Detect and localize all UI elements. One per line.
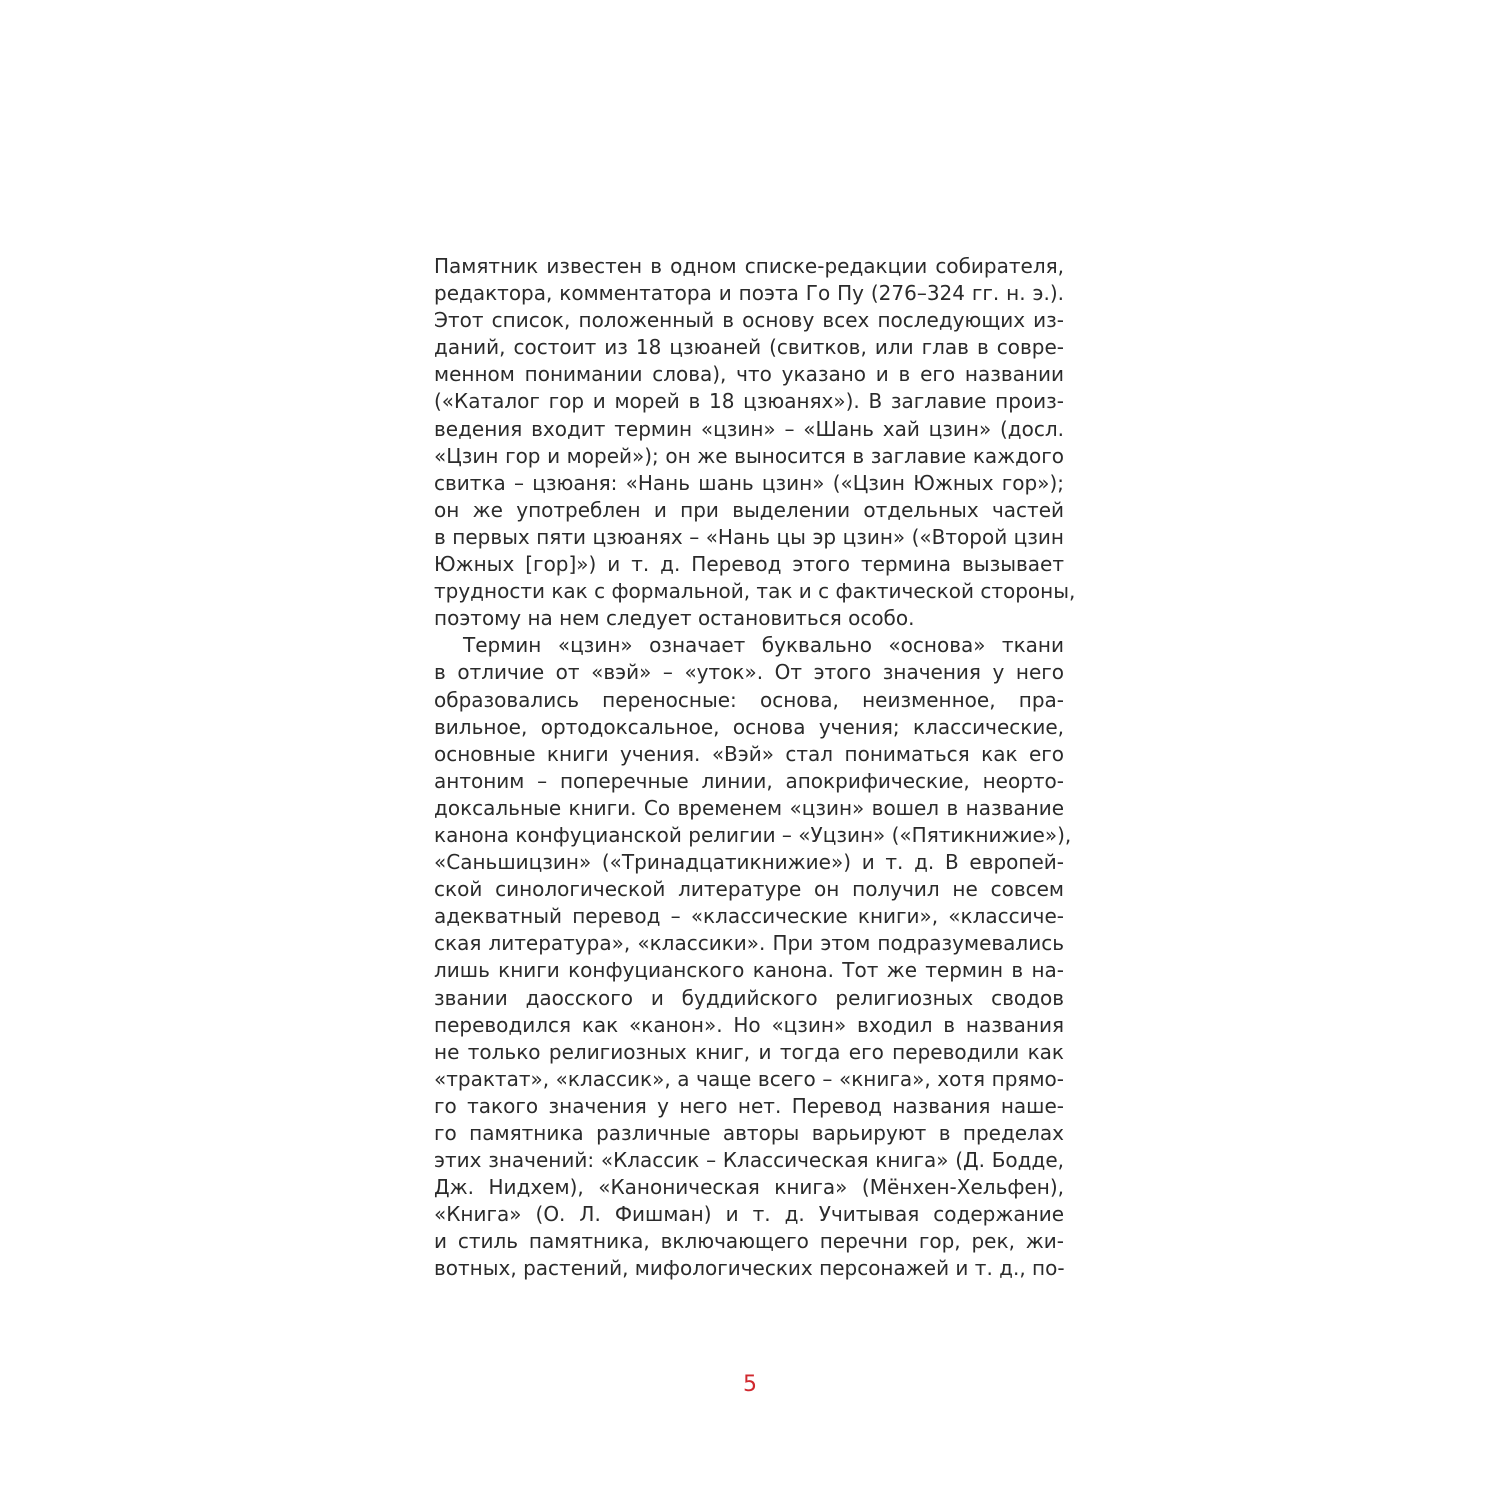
text-line: адекватный перевод – «классические книги», «классиче- bbox=[434, 904, 1064, 929]
text-line: свитка – цзюаня: «Нань шань цзин» («Цзин Южных гор»); bbox=[434, 470, 1064, 495]
text-line: вильное, ортодоксальное, основа учения; классические, bbox=[434, 714, 1064, 739]
text-line: го такого значения у него нет. Перевод названия наше- bbox=[434, 1093, 1064, 1118]
text-line: канона конфуцианской религии – «Уцзин» («Пятикнижие»), bbox=[434, 822, 1072, 847]
text-line: переводился как «канон». Но «цзин» входил в названия bbox=[434, 1012, 1064, 1037]
text-line: доксальные книги. Со временем «цзин» вошел в название bbox=[434, 795, 1064, 820]
text-line: он же употреблен и при выделении отдельных частей bbox=[434, 497, 1064, 522]
body-text bbox=[434, 253, 1076, 1283]
text-line: образовались переносные: основа, неизменное, пра- bbox=[434, 687, 1064, 712]
text-line: «Книга» (О. Л. Фишман) и т. д. Учитывая содержание bbox=[434, 1202, 1064, 1227]
text-line: этих значений: «Классик – Классическая книга» (Д. Бодде, bbox=[434, 1148, 1064, 1173]
text-line: редактора, комментатора и поэта Го Пу (276–324 гг. н. э.). bbox=[434, 281, 1064, 306]
text-line: «Саньшицзин» («Тринадцатикнижие») и т. д. В европей- bbox=[434, 850, 1064, 875]
text-line: Термин «цзин» означает буквально «основа» ткани bbox=[463, 633, 1064, 658]
text-line: основные книги учения. «Вэй» стал пониматься как его bbox=[434, 741, 1064, 766]
text-line: Южных [гор]») и т. д. Перевод этого термина вызывает bbox=[434, 552, 1064, 577]
text-line: звании даосского и буддийского религиозных сводов bbox=[434, 985, 1064, 1010]
text-line: го памятника различные авторы варьируют в пределах bbox=[434, 1121, 1064, 1145]
text-line: трудности как с формальной, так и с фактической стороны, bbox=[434, 579, 1076, 604]
paragraph-2 bbox=[434, 632, 1072, 1282]
page-number: 5 bbox=[743, 1372, 757, 1397]
text-line: лишь книги конфуцианского канона. Тот же термин в на- bbox=[434, 958, 1064, 983]
text-line: в отличие от «вэй» – «уток». От этого значения у него bbox=[434, 660, 1064, 685]
text-line: Памятник известен в одном списке-редакции собирателя, bbox=[434, 254, 1064, 278]
text-line: («Каталог гор и морей в 18 цзюанях»). В заглавие произ- bbox=[434, 389, 1064, 414]
text-line: менном понимании слова), что указано и в его названии bbox=[434, 362, 1064, 387]
text-line: ская литература», «классики». При этом подразумевались bbox=[434, 931, 1064, 956]
text-line: не только религиозных книг, и тогда его переводили как bbox=[434, 1039, 1064, 1064]
text-line: Дж. Нидхем), «Каноническая книга» (Мёнхен-Хельфен), bbox=[434, 1175, 1064, 1200]
text-line: вотных, растений, мифологических персонажей и т. д., по- bbox=[434, 1256, 1065, 1281]
text-line: и стиль памятника, включающего перечни гор, рек, жи- bbox=[434, 1229, 1064, 1254]
text-line: антоним – поперечные линии, апокрифические, неорто- bbox=[434, 768, 1064, 793]
text-line: ведения входит термин «цзин» – «Шань хай цзин» (досл. bbox=[434, 416, 1064, 441]
text-line: даний, состоит из 18 цзюаней (свитков, или глав в совре- bbox=[434, 335, 1064, 360]
text-line: поэтому на нем следует остановиться особо. bbox=[434, 606, 915, 631]
text-line: ской синологической литературе он получил не совсем bbox=[434, 877, 1064, 902]
text-line: «Цзин гор и морей»); он же выносится в заглавие каждого bbox=[434, 443, 1064, 468]
text-line: Этот список, положенный в основу всех последующих из- bbox=[434, 308, 1064, 333]
paragraph-1 bbox=[434, 253, 1076, 632]
text-line: в первых пяти цзюанях – «Нань цы эр цзин» («Второй цзин bbox=[434, 524, 1064, 549]
text-line: «трактат», «классик», а чаще всего – «книга», хотя прямо- bbox=[434, 1066, 1064, 1091]
